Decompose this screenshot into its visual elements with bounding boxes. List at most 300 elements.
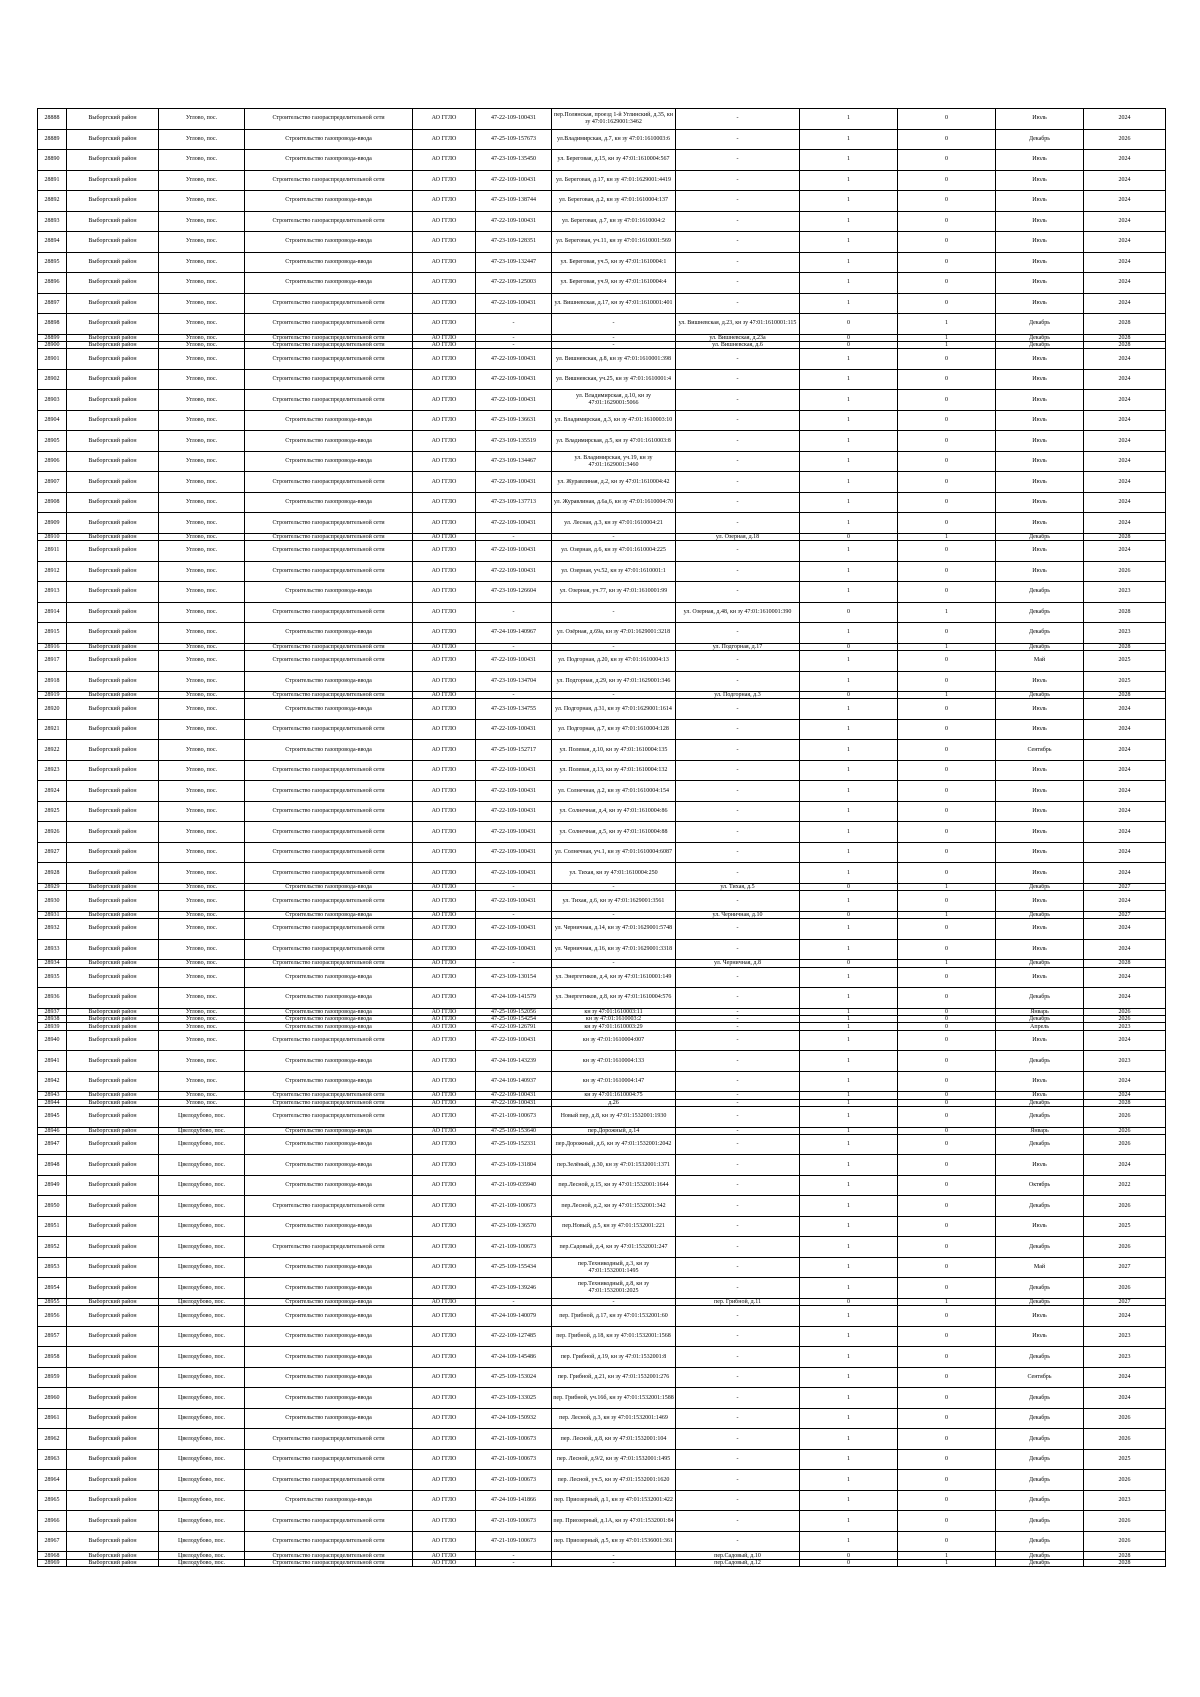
cell-address-reserved: - — [676, 1016, 800, 1023]
cell-count-planned: 1 — [800, 1196, 898, 1217]
cell-contract-number: - — [476, 883, 552, 890]
cell-count-planned: 1 — [800, 1216, 898, 1237]
cell-district: Выборгский район — [67, 1237, 159, 1258]
cell-count-planned: 1 — [800, 191, 898, 212]
cell-count-reserved: 1 — [898, 960, 996, 967]
cell-organization: АО ГГЛО — [413, 451, 476, 472]
cell-month: Январь — [996, 1127, 1084, 1134]
cell-organization: АО ГГЛО — [413, 939, 476, 960]
cell-count-planned: 1 — [800, 1470, 898, 1491]
cell-count-reserved: 0 — [898, 561, 996, 582]
cell-count-planned: 1 — [800, 1278, 898, 1299]
cell-contract-number: 47-22-109-100431 — [476, 513, 552, 534]
cell-row-number: 28943 — [38, 1092, 67, 1099]
cell-organization: АО ГГЛО — [413, 341, 476, 348]
cell-settlement: Цвелодубово, пос. — [159, 1175, 245, 1196]
cell-address-planned: пер. Грибной, д.18, кн зу 47:01:1532001:1568 — [552, 1326, 676, 1347]
table-row — [38, 781, 1166, 802]
cell-month: Декабрь — [996, 643, 1084, 650]
cell-address-planned: пер. Грибной, д.17, кн зу 47:01:1532001:60 — [552, 1306, 676, 1327]
cell-year: 2024 — [1084, 431, 1166, 452]
cell-address-planned: - — [552, 960, 676, 967]
cell-settlement: Углово, пос. — [159, 842, 245, 863]
table-row — [38, 1016, 1166, 1023]
cell-count-reserved: 0 — [898, 513, 996, 534]
table-row — [38, 1030, 1166, 1051]
cell-district: Выборгский район — [67, 1367, 159, 1388]
cell-address-planned: - — [552, 341, 676, 348]
cell-contract-number: 47-25-109-153024 — [476, 1367, 552, 1388]
cell-work-type: Строительство газопровода-ввода — [245, 1155, 413, 1176]
cell-work-type: Строительство газораспределительной сети — [245, 211, 413, 232]
cell-settlement: Углово, пос. — [159, 967, 245, 988]
cell-address-planned: ул. Береговая, уч.9, кн зу 47:01:1610004:4 — [552, 273, 676, 294]
cell-work-type: Строительство газораспределительной сети — [245, 822, 413, 843]
cell-month: Июль — [996, 891, 1084, 912]
cell-count-reserved: 0 — [898, 1326, 996, 1347]
cell-month: Июль — [996, 349, 1084, 370]
cell-work-type: Строительство газораспределительной сети — [245, 1099, 413, 1106]
cell-work-type: Строительство газораспределительной сети — [245, 602, 413, 623]
cell-count-planned: 1 — [800, 760, 898, 781]
cell-count-reserved: 0 — [898, 582, 996, 603]
cell-address-planned: д.26 — [552, 1099, 676, 1106]
cell-month: Июль — [996, 293, 1084, 314]
cell-settlement: Цвелодубово, пос. — [159, 1388, 245, 1409]
cell-count-planned: 1 — [800, 1347, 898, 1368]
cell-count-planned: 1 — [800, 1306, 898, 1327]
cell-organization: АО ГГЛО — [413, 1092, 476, 1099]
cell-count-planned: 1 — [800, 1429, 898, 1450]
cell-work-type: Строительство газораспределительной сети — [245, 341, 413, 348]
cell-address-reserved: пер.Садовый, д.12 — [676, 1559, 800, 1566]
cell-count-planned: 1 — [800, 822, 898, 843]
cell-district: Выборгский район — [67, 842, 159, 863]
cell-settlement: Углово, пос. — [159, 170, 245, 191]
cell-row-number: 28954 — [38, 1278, 67, 1299]
cell-settlement: Цвелодубово, пос. — [159, 1490, 245, 1511]
cell-district: Выборгский район — [67, 293, 159, 314]
cell-settlement: Углово, пос. — [159, 671, 245, 692]
cell-contract-number: - — [476, 1552, 552, 1559]
cell-month: Июль — [996, 842, 1084, 863]
cell-organization: АО ГГЛО — [413, 1278, 476, 1299]
cell-count-planned: 1 — [800, 252, 898, 273]
cell-month: Декабрь — [996, 1016, 1084, 1023]
cell-district: Выборгский район — [67, 1030, 159, 1051]
cell-district: Выборгский район — [67, 1099, 159, 1106]
cell-address-reserved: ул. Подгорная, д.17 — [676, 643, 800, 650]
cell-year: 2024 — [1084, 1092, 1166, 1099]
cell-address-planned: пер.Лесной, д.15, кн зу 47:01:1532001:1644 — [552, 1175, 676, 1196]
cell-count-reserved: 0 — [898, 170, 996, 191]
table-row — [38, 1216, 1166, 1237]
cell-month: Июль — [996, 781, 1084, 802]
cell-contract-number: 47-21-109-100673 — [476, 1511, 552, 1532]
cell-organization: АО ГГЛО — [413, 1429, 476, 1450]
cell-count-planned: 0 — [800, 692, 898, 699]
cell-address-reserved: - — [676, 1134, 800, 1155]
cell-address-reserved: - — [676, 1030, 800, 1051]
cell-district: Выборгский район — [67, 939, 159, 960]
cell-row-number: 28908 — [38, 492, 67, 513]
cell-organization: АО ГГЛО — [413, 369, 476, 390]
cell-row-number: 28945 — [38, 1107, 67, 1128]
cell-organization: АО ГГЛО — [413, 129, 476, 150]
cell-address-planned: кн зу 47:01:1610004:75 — [552, 1092, 676, 1099]
cell-row-number: 28891 — [38, 170, 67, 191]
table-row — [38, 1449, 1166, 1470]
cell-count-planned: 0 — [800, 334, 898, 341]
cell-contract-number: 47-23-109-133025 — [476, 1388, 552, 1409]
cell-month: Декабрь — [996, 623, 1084, 644]
cell-address-reserved: - — [676, 1470, 800, 1491]
cell-district: Выборгский район — [67, 988, 159, 1009]
cell-count-planned: 1 — [800, 651, 898, 672]
cell-month: Июль — [996, 1326, 1084, 1347]
cell-year: 2023 — [1084, 1490, 1166, 1511]
cell-year: 2027 — [1084, 911, 1166, 918]
table-row — [38, 1099, 1166, 1106]
cell-month: Декабрь — [996, 1196, 1084, 1217]
cell-address-planned: пер. Приозерный, д.5, кн зу 47:01:1536001:361 — [552, 1531, 676, 1552]
table-row — [38, 967, 1166, 988]
cell-settlement: Углово, пос. — [159, 1092, 245, 1099]
cell-row-number: 28953 — [38, 1257, 67, 1278]
cell-district: Выборгский район — [67, 314, 159, 335]
cell-contract-number: 47-22-109-100431 — [476, 781, 552, 802]
cell-year: 2024 — [1084, 1071, 1166, 1092]
cell-address-reserved: - — [676, 1099, 800, 1106]
cell-month: Июль — [996, 939, 1084, 960]
cell-contract-number: 47-22-109-127485 — [476, 1326, 552, 1347]
cell-contract-number: 47-23-109-134704 — [476, 671, 552, 692]
table-row — [38, 911, 1166, 918]
cell-count-reserved: 0 — [898, 1511, 996, 1532]
cell-organization: АО ГГЛО — [413, 671, 476, 692]
cell-settlement: Углово, пос. — [159, 334, 245, 341]
cell-count-planned: 1 — [800, 1237, 898, 1258]
cell-organization: АО ГГЛО — [413, 719, 476, 740]
cell-month: Декабрь — [996, 960, 1084, 967]
cell-count-planned: 1 — [800, 492, 898, 513]
cell-address-reserved: - — [676, 451, 800, 472]
cell-organization: АО ГГЛО — [413, 334, 476, 341]
cell-address-planned: ул. Береговая, д.15, кн зу 47:01:1610004:567 — [552, 150, 676, 171]
cell-organization: АО ГГЛО — [413, 1511, 476, 1532]
cell-year: 2024 — [1084, 1155, 1166, 1176]
cell-address-reserved: - — [676, 1278, 800, 1299]
cell-address-planned: - — [552, 1552, 676, 1559]
table-row — [38, 1429, 1166, 1450]
cell-row-number: 28960 — [38, 1388, 67, 1409]
cell-contract-number: 47-23-109-138744 — [476, 191, 552, 212]
cell-count-reserved: 0 — [898, 1449, 996, 1470]
cell-settlement: Углово, пос. — [159, 801, 245, 822]
cell-district: Выборгский район — [67, 1449, 159, 1470]
cell-work-type: Строительство газораспределительной сети — [245, 960, 413, 967]
cell-work-type: Строительство газораспределительной сети — [245, 781, 413, 802]
table-row — [38, 410, 1166, 431]
cell-contract-number: 47-22-109-126791 — [476, 1023, 552, 1030]
cell-address-planned: ул. Полевая, д.10, кн зу 47:01:1610004:135 — [552, 740, 676, 761]
cell-count-planned: 1 — [800, 967, 898, 988]
table-row — [38, 1023, 1166, 1030]
cell-address-planned: ул. Владимирская, д.10, кн зу 47:01:1629001:5066 — [552, 390, 676, 411]
cell-count-planned: 1 — [800, 842, 898, 863]
cell-count-planned: 1 — [800, 919, 898, 940]
cell-address-planned: ул. Черничная, д.16, кн зу 47:01:1629001:3318 — [552, 939, 676, 960]
cell-year: 2024 — [1084, 1306, 1166, 1327]
cell-row-number: 28919 — [38, 692, 67, 699]
cell-row-number: 28915 — [38, 623, 67, 644]
cell-settlement: Углово, пос. — [159, 390, 245, 411]
cell-settlement: Углово, пос. — [159, 129, 245, 150]
table-row — [38, 1175, 1166, 1196]
cell-district: Выборгский район — [67, 863, 159, 884]
cell-count-planned: 1 — [800, 293, 898, 314]
cell-year: 2028 — [1084, 960, 1166, 967]
cell-row-number: 28928 — [38, 863, 67, 884]
cell-count-reserved: 1 — [898, 1552, 996, 1559]
cell-month: Декабрь — [996, 1107, 1084, 1128]
cell-month: Декабрь — [996, 314, 1084, 335]
cell-count-planned: 0 — [800, 960, 898, 967]
cell-work-type: Строительство газопровода-ввода — [245, 1408, 413, 1429]
table-row — [38, 369, 1166, 390]
cell-district: Выборгский район — [67, 1408, 159, 1429]
cell-address-planned: - — [552, 1298, 676, 1305]
cell-address-reserved: - — [676, 623, 800, 644]
cell-address-reserved: - — [676, 988, 800, 1009]
cell-address-reserved: - — [676, 1237, 800, 1258]
cell-address-planned: ул. Полевая, д.13, кн зу 47:01:1610004:132 — [552, 760, 676, 781]
cell-district: Выборгский район — [67, 1008, 159, 1015]
cell-settlement: Углово, пос. — [159, 109, 245, 130]
cell-month: Декабрь — [996, 341, 1084, 348]
cell-contract-number: 47-24-109-141866 — [476, 1490, 552, 1511]
table-body — [38, 109, 1166, 1567]
cell-count-reserved: 0 — [898, 822, 996, 843]
cell-work-type: Строительство газопровода-ввода — [245, 1278, 413, 1299]
table-row — [38, 451, 1166, 472]
table-row — [38, 1298, 1166, 1305]
cell-month: Декабрь — [996, 1388, 1084, 1409]
cell-month: Декабрь — [996, 1134, 1084, 1155]
cell-work-type: Строительство газораспределительной сети — [245, 1030, 413, 1051]
cell-month: Июль — [996, 431, 1084, 452]
cell-year: 2024 — [1084, 1030, 1166, 1051]
cell-settlement: Цвелодубово, пос. — [159, 1237, 245, 1258]
cell-month: Июль — [996, 410, 1084, 431]
cell-district: Выборгский район — [67, 1127, 159, 1134]
cell-organization: АО ГГЛО — [413, 1306, 476, 1327]
cell-district: Выборгский район — [67, 513, 159, 534]
cell-count-reserved: 0 — [898, 651, 996, 672]
cell-month: Декабрь — [996, 129, 1084, 150]
cell-month: Май — [996, 651, 1084, 672]
cell-count-reserved: 0 — [898, 863, 996, 884]
cell-organization: АО ГГЛО — [413, 967, 476, 988]
cell-organization: АО ГГЛО — [413, 561, 476, 582]
cell-district: Выборгский район — [67, 623, 159, 644]
cell-count-reserved: 1 — [898, 1298, 996, 1305]
table-row — [38, 109, 1166, 130]
cell-address-planned: кн зу 47:01:1610004:007 — [552, 1030, 676, 1051]
cell-settlement: Цвелодубово, пос. — [159, 1257, 245, 1278]
cell-count-planned: 0 — [800, 341, 898, 348]
cell-address-planned: ул. Береговая, д.2, кн зу 47:01:1610004:137 — [552, 191, 676, 212]
cell-address-planned: пер. Грибной, д.21, кн зу 47:01:1532001:276 — [552, 1367, 676, 1388]
cell-address-planned: ул. Озерная, д.6, кн зу 47:01:1610004:225 — [552, 541, 676, 562]
cell-organization: АО ГГЛО — [413, 760, 476, 781]
cell-month: Декабрь — [996, 334, 1084, 341]
cell-address-planned: ул. Журавлиная, д.2, кн зу 47:01:1610004:42 — [552, 472, 676, 493]
cell-address-planned: пер.Зелёный, д.30, кн зу 47:01:1532001:1371 — [552, 1155, 676, 1176]
cell-count-reserved: 0 — [898, 1175, 996, 1196]
table-row — [38, 602, 1166, 623]
cell-settlement: Углово, пос. — [159, 314, 245, 335]
cell-organization: АО ГГЛО — [413, 232, 476, 253]
cell-count-planned: 1 — [800, 513, 898, 534]
cell-year: 2024 — [1084, 150, 1166, 171]
cell-work-type: Строительство газораспределительной сети — [245, 1531, 413, 1552]
table-row — [38, 1155, 1166, 1176]
cell-organization: АО ГГЛО — [413, 1257, 476, 1278]
cell-contract-number: 47-22-109-100431 — [476, 472, 552, 493]
cell-year: 2026 — [1084, 1237, 1166, 1258]
cell-row-number: 28929 — [38, 883, 67, 890]
cell-row-number: 28935 — [38, 967, 67, 988]
cell-contract-number: 47-23-109-134755 — [476, 699, 552, 720]
cell-month: Июль — [996, 863, 1084, 884]
cell-work-type: Строительство газораспределительной сети — [245, 1559, 413, 1566]
cell-contract-number: 47-22-109-100431 — [476, 939, 552, 960]
table-row — [38, 939, 1166, 960]
cell-contract-number: 47-23-109-137713 — [476, 492, 552, 513]
cell-work-type: Строительство газораспределительной сети — [245, 533, 413, 540]
cell-month: Июль — [996, 1306, 1084, 1327]
cell-work-type: Строительство газопровода-ввода — [245, 671, 413, 692]
cell-count-reserved: 0 — [898, 891, 996, 912]
cell-settlement: Цвелодубово, пос. — [159, 1107, 245, 1128]
cell-address-reserved: - — [676, 1216, 800, 1237]
cell-organization: АО ГГЛО — [413, 692, 476, 699]
cell-count-reserved: 0 — [898, 740, 996, 761]
cell-settlement: Цвелодубово, пос. — [159, 1408, 245, 1429]
cell-contract-number: 47-23-109-136570 — [476, 1216, 552, 1237]
cell-address-planned: ул. Подгорная, д.29, кн зу 47:01:1629001:346 — [552, 671, 676, 692]
cell-address-planned: ул. Владимирская, уч.19, кн зу 47:01:1629001:3460 — [552, 451, 676, 472]
cell-month: Июль — [996, 513, 1084, 534]
cell-count-reserved: 0 — [898, 1008, 996, 1015]
cell-contract-number: 47-21-109-100673 — [476, 1470, 552, 1491]
cell-address-reserved: - — [676, 431, 800, 452]
cell-count-planned: 1 — [800, 451, 898, 472]
cell-organization: АО ГГЛО — [413, 1531, 476, 1552]
cell-count-reserved: 0 — [898, 1107, 996, 1128]
cell-work-type: Строительство газораспределительной сети — [245, 472, 413, 493]
cell-work-type: Строительство газопровода-ввода — [245, 1016, 413, 1023]
cell-year: 2026 — [1084, 1531, 1166, 1552]
cell-contract-number: 47-22-109-100431 — [476, 561, 552, 582]
cell-year: 2026 — [1084, 1134, 1166, 1155]
cell-work-type: Строительство газопровода-ввода — [245, 1216, 413, 1237]
cell-address-reserved: - — [676, 1511, 800, 1532]
cell-organization: АО ГГЛО — [413, 191, 476, 212]
cell-contract-number: 47-22-109-100431 — [476, 390, 552, 411]
cell-count-reserved: 0 — [898, 1071, 996, 1092]
table-row — [38, 801, 1166, 822]
cell-district: Выборгский район — [67, 211, 159, 232]
cell-year: 2024 — [1084, 863, 1166, 884]
cell-year: 2024 — [1084, 822, 1166, 843]
cell-count-planned: 1 — [800, 1092, 898, 1099]
cell-month: Октябрь — [996, 1175, 1084, 1196]
cell-count-reserved: 0 — [898, 150, 996, 171]
cell-district: Выборгский район — [67, 883, 159, 890]
cell-count-planned: 0 — [800, 314, 898, 335]
cell-district: Выборгский район — [67, 1257, 159, 1278]
cell-month: Декабрь — [996, 883, 1084, 890]
cell-address-planned: - — [552, 602, 676, 623]
cell-contract-number: 47-24-109-143239 — [476, 1051, 552, 1072]
cell-year: 2026 — [1084, 1016, 1166, 1023]
cell-contract-number: - — [476, 533, 552, 540]
cell-district: Выборгский район — [67, 967, 159, 988]
cell-contract-number: 47-24-109-141579 — [476, 988, 552, 1009]
cell-contract-number: 47-21-109-100673 — [476, 1429, 552, 1450]
cell-organization: АО ГГЛО — [413, 1196, 476, 1217]
cell-organization: АО ГГЛО — [413, 988, 476, 1009]
cell-organization: АО ГГЛО — [413, 314, 476, 335]
cell-contract-number: - — [476, 911, 552, 918]
cell-address-planned: пер.Техникодный, д.3, кн зу 47:01:1532001:1495 — [552, 1257, 676, 1278]
cell-address-reserved: - — [676, 109, 800, 130]
table-row — [38, 1008, 1166, 1015]
cell-year: 2024 — [1084, 472, 1166, 493]
cell-month: Сентябрь — [996, 1367, 1084, 1388]
table-row — [38, 1237, 1166, 1258]
cell-settlement: Цвелодубово, пос. — [159, 1216, 245, 1237]
cell-month: Декабрь — [996, 1470, 1084, 1491]
cell-month: Июль — [996, 369, 1084, 390]
cell-address-reserved: - — [676, 513, 800, 534]
cell-address-reserved: пер. Грибной, д.11 — [676, 1298, 800, 1305]
table-row — [38, 349, 1166, 370]
cell-organization: АО ГГЛО — [413, 822, 476, 843]
cell-organization: АО ГГЛО — [413, 513, 476, 534]
cell-count-planned: 1 — [800, 1511, 898, 1532]
cell-address-reserved: - — [676, 1429, 800, 1450]
cell-organization: АО ГГЛО — [413, 1367, 476, 1388]
cell-address-planned: кн зу 47:01:1610003:29 — [552, 1023, 676, 1030]
cell-contract-number: 47-22-109-100431 — [476, 109, 552, 130]
cell-address-reserved: - — [676, 1175, 800, 1196]
cell-district: Выборгский район — [67, 1051, 159, 1072]
cell-contract-number: 47-25-109-152056 — [476, 1008, 552, 1015]
cell-work-type: Строительство газопровода-ввода — [245, 740, 413, 761]
cell-year: 2028 — [1084, 341, 1166, 348]
cell-district: Выборгский район — [67, 170, 159, 191]
cell-address-planned: ул. Озёрная, д.69а, кн зу 47:01:1629001:3218 — [552, 623, 676, 644]
cell-contract-number: 47-25-109-152331 — [476, 1134, 552, 1155]
cell-count-reserved: 0 — [898, 1127, 996, 1134]
table-row — [38, 699, 1166, 720]
table-row — [38, 341, 1166, 348]
cell-district: Выборгский район — [67, 1016, 159, 1023]
cell-address-planned: ул. Береговая, уч.11, кн зу 47:01:1610001:569 — [552, 232, 676, 253]
